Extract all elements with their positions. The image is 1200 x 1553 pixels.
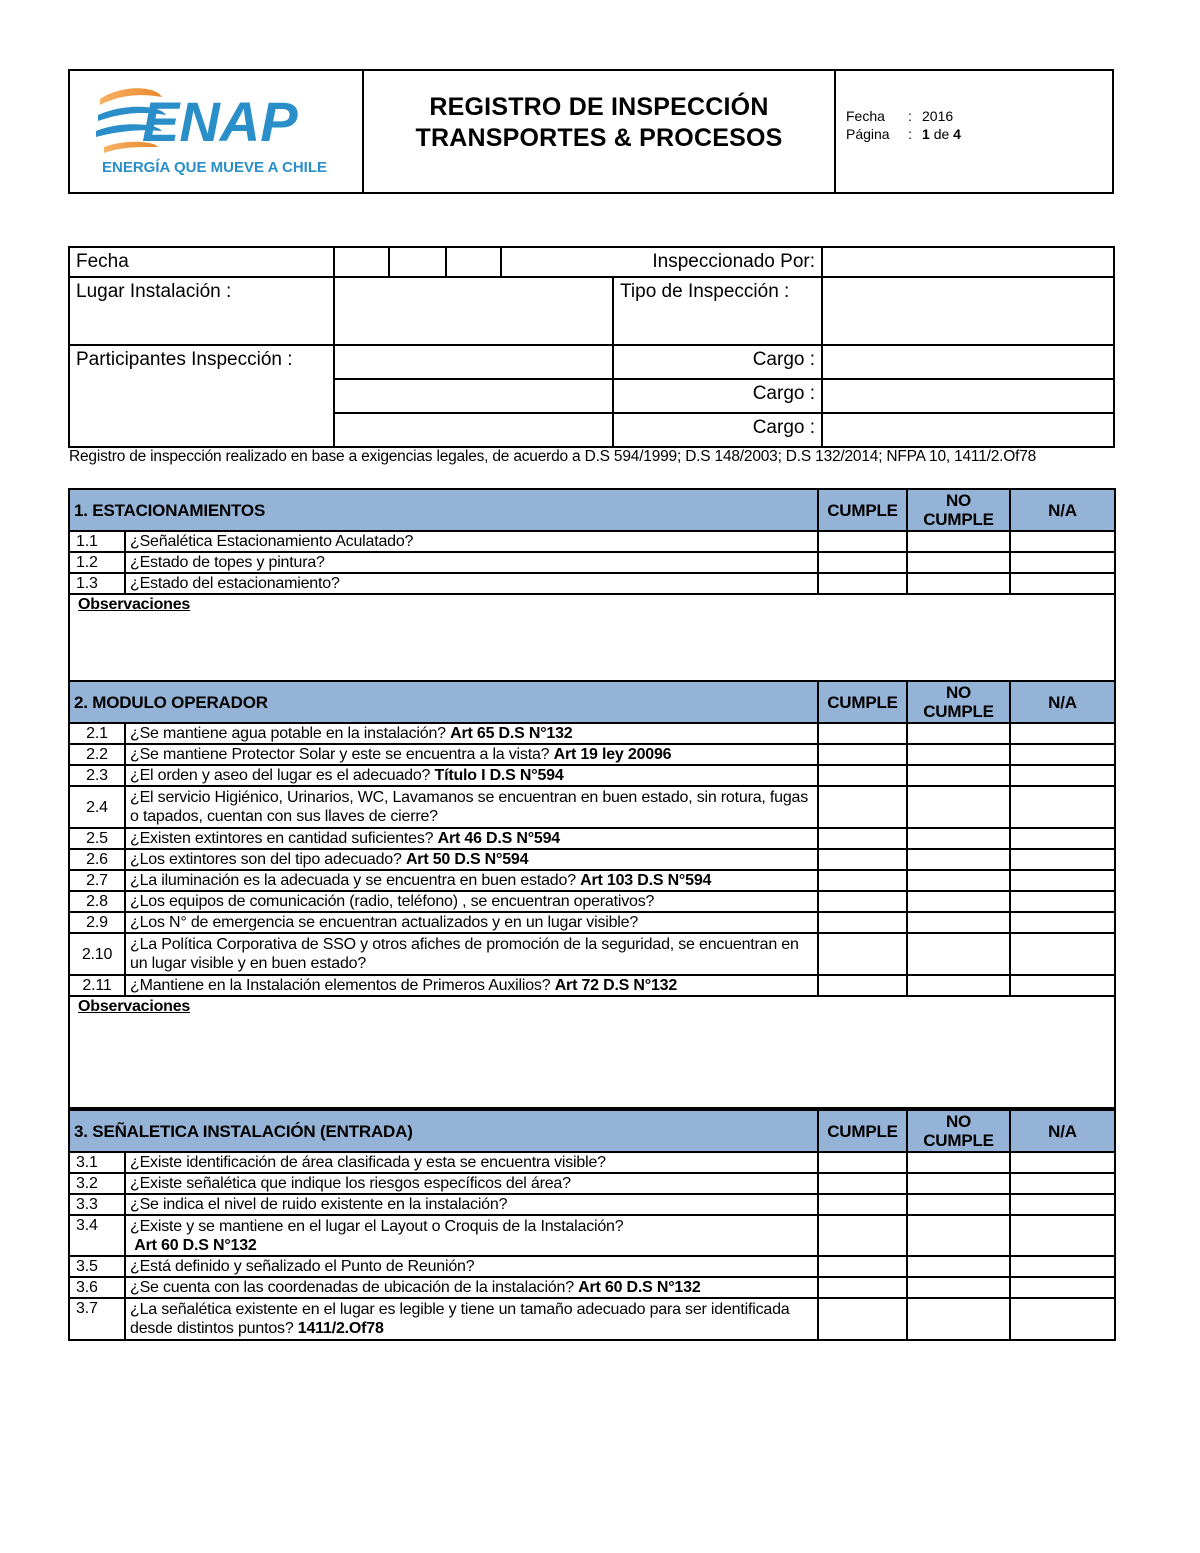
na-cell[interactable] (1010, 1298, 1115, 1340)
na-cell[interactable] (1010, 1152, 1115, 1173)
participante-field-1[interactable] (334, 345, 613, 379)
no-cumple-cell[interactable] (907, 1152, 1010, 1173)
cumple-cell[interactable] (818, 1173, 907, 1194)
meta-fecha-label: Fecha (846, 108, 885, 124)
cargo-label-2: Cargo : (613, 379, 822, 413)
cumple-cell[interactable] (818, 765, 907, 786)
na-cell[interactable] (1010, 765, 1115, 786)
table-row: 2.7 ¿La iluminación es la adecuada y se encuentra en buen estado? Art 103 D.S N°594 (69, 870, 1115, 891)
tipo-label: Tipo de Inspección : (613, 277, 822, 345)
cargo-label-1: Cargo : (613, 345, 822, 379)
table-row: 2.2 ¿Se mantiene Protector Solar y este se encuentra a la vista? Art 19 ley 20096 (69, 744, 1115, 765)
na-cell[interactable] (1010, 723, 1115, 744)
cumple-cell[interactable] (818, 1298, 907, 1340)
table-row: 2.5 ¿Existen extintores en cantidad suficientes? Art 46 D.S N°594 (69, 828, 1115, 849)
no-cumple-cell[interactable] (907, 975, 1010, 996)
fecha-year-field[interactable] (446, 247, 501, 277)
no-cumple-cell[interactable] (907, 1256, 1010, 1277)
no-cumple-cell[interactable] (907, 1215, 1010, 1256)
cargo-field-1[interactable] (822, 345, 1114, 379)
no-cumple-cell[interactable] (907, 912, 1010, 933)
lugar-label: Lugar Instalación : (69, 277, 334, 345)
cumple-cell[interactable] (818, 744, 907, 765)
logo-tagline: ENERGÍA QUE MUEVE A CHILE (102, 159, 328, 176)
title-line-2: TRANSPORTES & PROCESOS (415, 123, 783, 152)
tipo-field[interactable] (822, 277, 1114, 345)
table-row: 2.11 ¿Mantiene en la Instalación elementos de Primeros Auxilios? Art 72 D.S N°132 (69, 975, 1115, 996)
cumple-cell[interactable] (818, 1152, 907, 1173)
na-cell[interactable] (1010, 891, 1115, 912)
cumple-cell[interactable] (818, 975, 907, 996)
table-row: 1.3 ¿Estado del estacionamiento? (69, 573, 1115, 594)
no-cumple-cell[interactable] (907, 786, 1010, 828)
cumple-cell[interactable] (818, 1215, 907, 1256)
cumple-cell[interactable] (818, 912, 907, 933)
meta-pagina-value: 1 de 4 (922, 126, 961, 142)
meta-pagina-label: Página (846, 126, 890, 142)
table-row: 2.9 ¿Los N° de emergencia se encuentran actualizados y en un lugar visible? (69, 912, 1115, 933)
table-row: 3.1 ¿Existe identificación de área clasificada y esta se encuentra visible? (69, 1152, 1115, 1173)
no-cumple-cell[interactable] (907, 1194, 1010, 1215)
na-cell[interactable] (1010, 870, 1115, 891)
table-row: 3.5 ¿Está definido y señalizado el Punto de Reunión? (69, 1256, 1115, 1277)
no-cumple-cell[interactable] (907, 744, 1010, 765)
na-cell[interactable] (1010, 573, 1115, 594)
cumple-cell[interactable] (818, 552, 907, 573)
cumple-cell[interactable] (818, 1256, 907, 1277)
observaciones-field[interactable] (69, 594, 1115, 682)
no-cumple-cell[interactable] (907, 573, 1010, 594)
legal-basis-text: Registro de inspección realizado en base a exigencias legales, de acuerdo a D.S 594/1999; D.S 148/2003; D.S 132/2014; NFPA 10, 1411/2.Of78 (69, 448, 1037, 465)
na-cell[interactable] (1010, 975, 1115, 996)
no-cumple-cell[interactable] (907, 1277, 1010, 1298)
col-na: N/A (1010, 489, 1115, 531)
table-row: 2.8 ¿Los equipos de comunicación (radio, teléfono) , se encuentran operativos? (69, 891, 1115, 912)
section-title: 1. ESTACIONAMIENTOS (69, 489, 818, 531)
no-cumple-cell[interactable] (907, 1298, 1010, 1340)
cumple-cell[interactable] (818, 828, 907, 849)
inspeccionado-por-label: Inspeccionado Por: (501, 247, 822, 277)
cargo-field-2[interactable] (822, 379, 1114, 413)
enap-logo-icon (70, 71, 360, 192)
table-row: 2.3 ¿El orden y aseo del lugar es el adecuado? Título I D.S N°594 (69, 765, 1115, 786)
table-row: 2.6 ¿Los extintores son del tipo adecuado? Art 50 D.S N°594 (69, 849, 1115, 870)
no-cumple-cell[interactable] (907, 933, 1010, 975)
no-cumple-cell[interactable] (907, 765, 1010, 786)
col-cumple: CUMPLE (818, 681, 907, 723)
cumple-cell[interactable] (818, 849, 907, 870)
meta-fecha-value: 2016 (922, 108, 954, 124)
cargo-label-3: Cargo : (613, 413, 822, 447)
no-cumple-cell[interactable] (907, 552, 1010, 573)
na-cell[interactable] (1010, 552, 1115, 573)
table-row: 1.1 ¿Señalética Estacionamiento Aculatado? (69, 531, 1115, 552)
col-na: N/A (1010, 681, 1115, 723)
fecha-month-field[interactable] (389, 247, 446, 277)
col-cumple: CUMPLE (818, 489, 907, 531)
na-cell[interactable] (1010, 828, 1115, 849)
document-meta: Fecha : 2016 Página : 1 de 4 (846, 108, 961, 142)
na-cell[interactable] (1010, 744, 1115, 765)
table-row: 3.7 ¿La señalética existente en el lugar es legible y tiene un tamaño adecuado para ser identificada desde distintos puntos? 1411/2.Of78 (69, 1298, 1115, 1340)
no-cumple-cell[interactable] (907, 849, 1010, 870)
observaciones-label: Observaciones (78, 596, 191, 613)
na-cell[interactable] (1010, 1277, 1115, 1298)
table-row: 3.6 ¿Se cuenta con las coordenadas de ubicación de la instalación? Art 60 D.S N°132 (69, 1277, 1115, 1298)
observaciones-field[interactable] (69, 996, 1115, 1108)
section-title: 2. MODULO OPERADOR (69, 681, 818, 723)
participante-field-2[interactable] (334, 379, 613, 413)
section-title: 3. SEÑALETICA INSTALACIÓN (ENTRADA) (69, 1110, 818, 1152)
na-cell[interactable] (1010, 786, 1115, 828)
section-estacionamientos (68, 488, 1116, 683)
participante-field-3[interactable] (334, 413, 613, 447)
no-cumple-cell[interactable] (907, 891, 1010, 912)
cumple-cell[interactable] (818, 1194, 907, 1215)
na-cell[interactable] (1010, 849, 1115, 870)
table-row: 3.2 ¿Existe señalética que indique los riesgos específicos del área? (69, 1173, 1115, 1194)
cumple-cell[interactable] (818, 723, 907, 744)
inspeccionado-por-field[interactable] (822, 247, 1114, 277)
fecha-label: Fecha (69, 247, 334, 277)
cumple-cell[interactable] (818, 531, 907, 552)
na-cell[interactable] (1010, 912, 1115, 933)
table-row: 2.1 ¿Se mantiene agua potable en la instalación? Art 65 D.S N°132 (69, 723, 1115, 744)
table-row: 1.2 ¿Estado de topes y pintura? (69, 552, 1115, 573)
na-cell[interactable] (1010, 1194, 1115, 1215)
document-title (364, 71, 836, 192)
col-no-cumple: NO CUMPLE (907, 1110, 1010, 1152)
logo-wordmark: ENAP (142, 90, 298, 153)
cumple-cell[interactable] (818, 1277, 907, 1298)
inspection-form (68, 246, 1115, 448)
col-no-cumple: NO CUMPLE (907, 489, 1010, 531)
na-cell[interactable] (1010, 1256, 1115, 1277)
observaciones-label: Observaciones (78, 998, 191, 1015)
section-modulo-operador (68, 680, 1116, 1109)
lugar-field[interactable] (334, 277, 613, 345)
enap-logo (70, 71, 364, 192)
no-cumple-cell[interactable] (907, 870, 1010, 891)
table-row: 2.10 ¿La Política Corporativa de SSO y otros afiches de promoción de la seguridad, se encuentran en un lugar visible y en buen estado? (69, 933, 1115, 975)
no-cumple-cell[interactable] (907, 828, 1010, 849)
table-row: 3.3 ¿Se indica el nivel de ruido existente en la instalación? (69, 1194, 1115, 1215)
col-na: N/A (1010, 1110, 1115, 1152)
cumple-cell[interactable] (818, 786, 907, 828)
na-cell[interactable] (1010, 933, 1115, 975)
na-cell[interactable] (1010, 1173, 1115, 1194)
no-cumple-cell[interactable] (907, 531, 1010, 552)
na-cell[interactable] (1010, 1215, 1115, 1256)
no-cumple-cell[interactable] (907, 723, 1010, 744)
cumple-cell[interactable] (818, 933, 907, 975)
na-cell[interactable] (1010, 531, 1115, 552)
cargo-field-3[interactable] (822, 413, 1114, 447)
participantes-label: Participantes Inspección : (69, 345, 334, 447)
document-header (68, 69, 1114, 194)
cumple-cell[interactable] (818, 870, 907, 891)
no-cumple-cell[interactable] (907, 1173, 1010, 1194)
section-senaletica (68, 1109, 1116, 1341)
cumple-cell[interactable] (818, 891, 907, 912)
col-no-cumple: NO CUMPLE (907, 681, 1010, 723)
fecha-day-field[interactable] (334, 247, 389, 277)
title-line-1: REGISTRO DE INSPECCIÓN (429, 92, 769, 121)
table-row: 2.4 ¿El servicio Higiénico, Urinarios, WC, Lavamanos se encuentran en buen estado, sin rotura, fugas o tapados, cuentan con sus llaves de cierre? (69, 786, 1115, 828)
col-cumple: CUMPLE (818, 1110, 907, 1152)
cumple-cell[interactable] (818, 573, 907, 594)
table-row: 3.4 ¿Existe y se mantiene en el lugar el Layout o Croquis de la Instalación? Art 60 D.S N°132 (69, 1215, 1115, 1256)
